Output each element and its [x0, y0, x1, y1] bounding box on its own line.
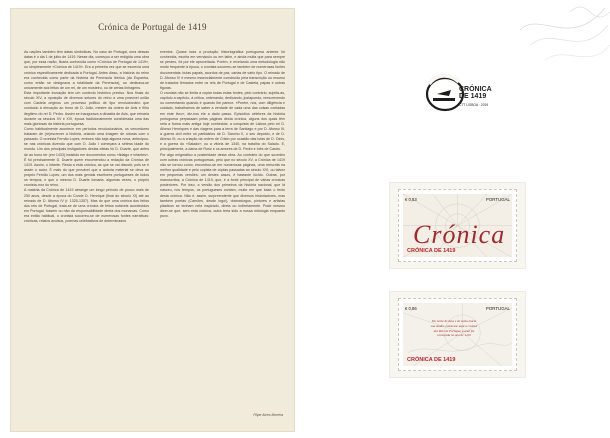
stamp-caption: CRÓNICA DE 1419 — [407, 357, 456, 363]
stamp — [398, 189, 517, 262]
stamp-manuscript-text — [415, 319, 493, 338]
paragraph: O cronista não se limita a copiar todas estas fontes, pelo contrário, sujeita-as, capítulo a capítulo, à crítica, ordenando, dedicando, justapondo, reescrevendo ou comentando quando é quando lhe parece. «Porém, nós, com diligência e cuidado, trabalhamos de saber a verdade de cada uma das coisas contadas em este livro», diz-nos ele a dado passo. Episódios célebres da história portuguesa perpassam pelas páginas desta crónica, alguns dos quais têm nela a forma mais antiga hoje conhecida: a conquista de Lisboa pelo rei D. Afonso Henriques e das viagens para a terra de Santiago e por D. Afonso III, a guerra civil entre os partidários de D. Sancho II, o seu deposto, e de D. Afonso III; ou a criação da ordem de Cristo por ocasião das lutas de D. Dinis, e a guerra do «Salado»; ou a vitória de 1340, na batalha do Salado. E, principalmente, a dama de Roriz e os amores de D. Pedro e Inês de Castro. — [160, 91, 285, 152]
stamp-caption: CRÓNICA DE 1419 — [407, 248, 456, 254]
manuscript-line: começada no ano de 1419 — [437, 333, 471, 338]
stamp-sheet — [390, 292, 525, 377]
paragraph: As nações também têm datas simbólicas. No caso de Portugal, uma dessas datas é o dia 1 de julho de 1419. Nesse dia, começou a ser redigida uma obra que, por essa razão, ficaria conhecida como «Crónica de Portugal de 1419», ou simplesmente «Crónica de 1419». Era a primeira vez que se escrevia uma crónica especificamente dedicada a Portugal. Antes disso, a história do reino era conhecida como parte da história da Península Ibérica (da Espanha, como então se designava a totalidade da Península), ou dedicava-se unicamente aos feitos de um rei, de um mosteiro, ou de certas linhagens. — [24, 50, 149, 90]
logo-title: CRÓNICA DE 1419 — [459, 86, 492, 100]
paragraph: A matéria da Crónica de 1419 abrange um longo período de pouco mais de 250 anos, desde a época do Conde D. Henrique (final do século XI) até ao reinado de D. Afonso IV (r. 1325-1357). Mas do que uma crónica dos feitos dos reis de Portugal, trata-se de uma crónica de feitos notáveis acontecidos em Portugal, fossem ou não da responsabilidade direta dos monarcas. Como era então habitual, o cronista socorreu-se de numerosas fontes narrativas: crónicas, relatos avulsos, poemas celebrativos de determinados — [24, 188, 149, 224]
paragraph: eventos. Quase toda a produção historiográfica portuguesa anterior foi conhecida, escrita em vernáculo ou em latim, e ainda muita que para sempre se perdeu, foi por ele aproveitada. Porém, e revelando uma metodologia não muito frequente à época, o cronista socorreu-se também de numerosas fontes documentais: bulas papais, acordos de paz, cartas de vário tipo. O reinado de D. Afonso IV é mesmo essencialmente construído pela transcrição ou resumo de tratados firmados entre os reis de Portugal e de Castela, papas e outras figuras. — [160, 50, 285, 90]
text-column-right — [160, 50, 285, 410]
paragraph: Por algo enigmático a posteridade desta obra. Ao contrário do que sucedeu com outras crónicas portuguesas, pelo que no século XV, a Crónica de 1419 não se tornou como, encontrou-se em numerosas páginas, uma reescrita na melhor qualidade e pelo copista de cópias passadas ao século XVI, ou talvez em pequenas versões; um destes casos, é bastante lúcido. Outras, por manuscritos, a Crónica de 1419, que, é a fonte principal de várias crónicas posteriores. Por isso, a versão dos primeiros da história nacional, que lá nasceu, nos tempos, os portugueses contam, muito em que base o texto desta crónica. Não é, assim, surpreendente que diversos historiadores, mas também poetas (Camões, desde logo!), dramaturgos, pintores e artistas plásticos se tenham nela inspirado, direta ou indiretamente. Pode mesmo dizer-se que, sem esta crónica, outra teria sido a nossa mitologia enquanto povo. — [160, 152, 285, 218]
manuscript-line: Em nome de deus e de santa maria — [431, 319, 477, 323]
paragraph: Esta importante inovação tem um contexto histórico preciso. Nos finais do século XIV, a oposição de diversos setores do reino a uma possível união com Castela originou um processo político de tipo revolucionário que conduziu à elevação ao trono de D. João, mestre da ordem de Avis e filho ilegítimo do rei D. Pedro. Assim se inaugurava a dinastia de Avis, que reinaria durante os séculos XV e XVI, época tradicionalmente considerada uma das mais gloriosas da história portuguesa. — [24, 91, 149, 126]
stamp — [398, 298, 517, 371]
stamp-title-word: Crónica — [413, 220, 506, 249]
text-page — [10, 8, 295, 432]
paragraph: Como habitualmente acontece em períodos revolucionários, os vencedores trataram de (re)escrever a história, criando uma imagem de ruturas com o passado. O cronista Fernão Lopes, embora não seja alguma nova, antecipou-se nas crónicas dizendo que com D. João I começara a sétima idade do mundo. Um dos principais instigadores destas ideias foi D. Duarte, que antes de ao trono ter (em 1433) insistido em documentos como «fidalgo e infantes». É foi precisamente D. Duarte quem encomendou a redação da Crónica de 1419. Assim, o infante. Resta a esta crónica, as que se vai discutir, pois se é assim o autor. É mais do que provável que a autoria material se deva ao próprio Fernão Lopes, um dos mais geniais escritores portugueses de todos os tempos, e que o mesmo D. Duarte tomaria, algumas vezes, o próprio cronista-mor do reino. — [24, 126, 149, 188]
stamp-sheet — [390, 183, 525, 268]
stamp-value: € 0,86 — [405, 306, 417, 311]
text-column-left — [24, 50, 149, 410]
page-title: Crónica de Portugal de 1419 — [98, 22, 207, 32]
manuscript-line: dos Reis de Portugal, a qual foi — [433, 328, 475, 333]
manuscript-line: sua madre, comecase aqui a cronica — [430, 323, 478, 328]
author-signature: Filipe Alves Moreira — [253, 413, 283, 417]
stamp-country: PORTUGAL — [485, 306, 510, 311]
logo-subtitle: CTT LISBOA · 2019 — [459, 103, 489, 107]
stamp-page — [305, 0, 610, 438]
calligraphy-ornament — [510, 0, 610, 80]
stamp-country: PORTUGAL — [485, 197, 510, 202]
stamp-value: € 0,53 — [405, 197, 417, 202]
